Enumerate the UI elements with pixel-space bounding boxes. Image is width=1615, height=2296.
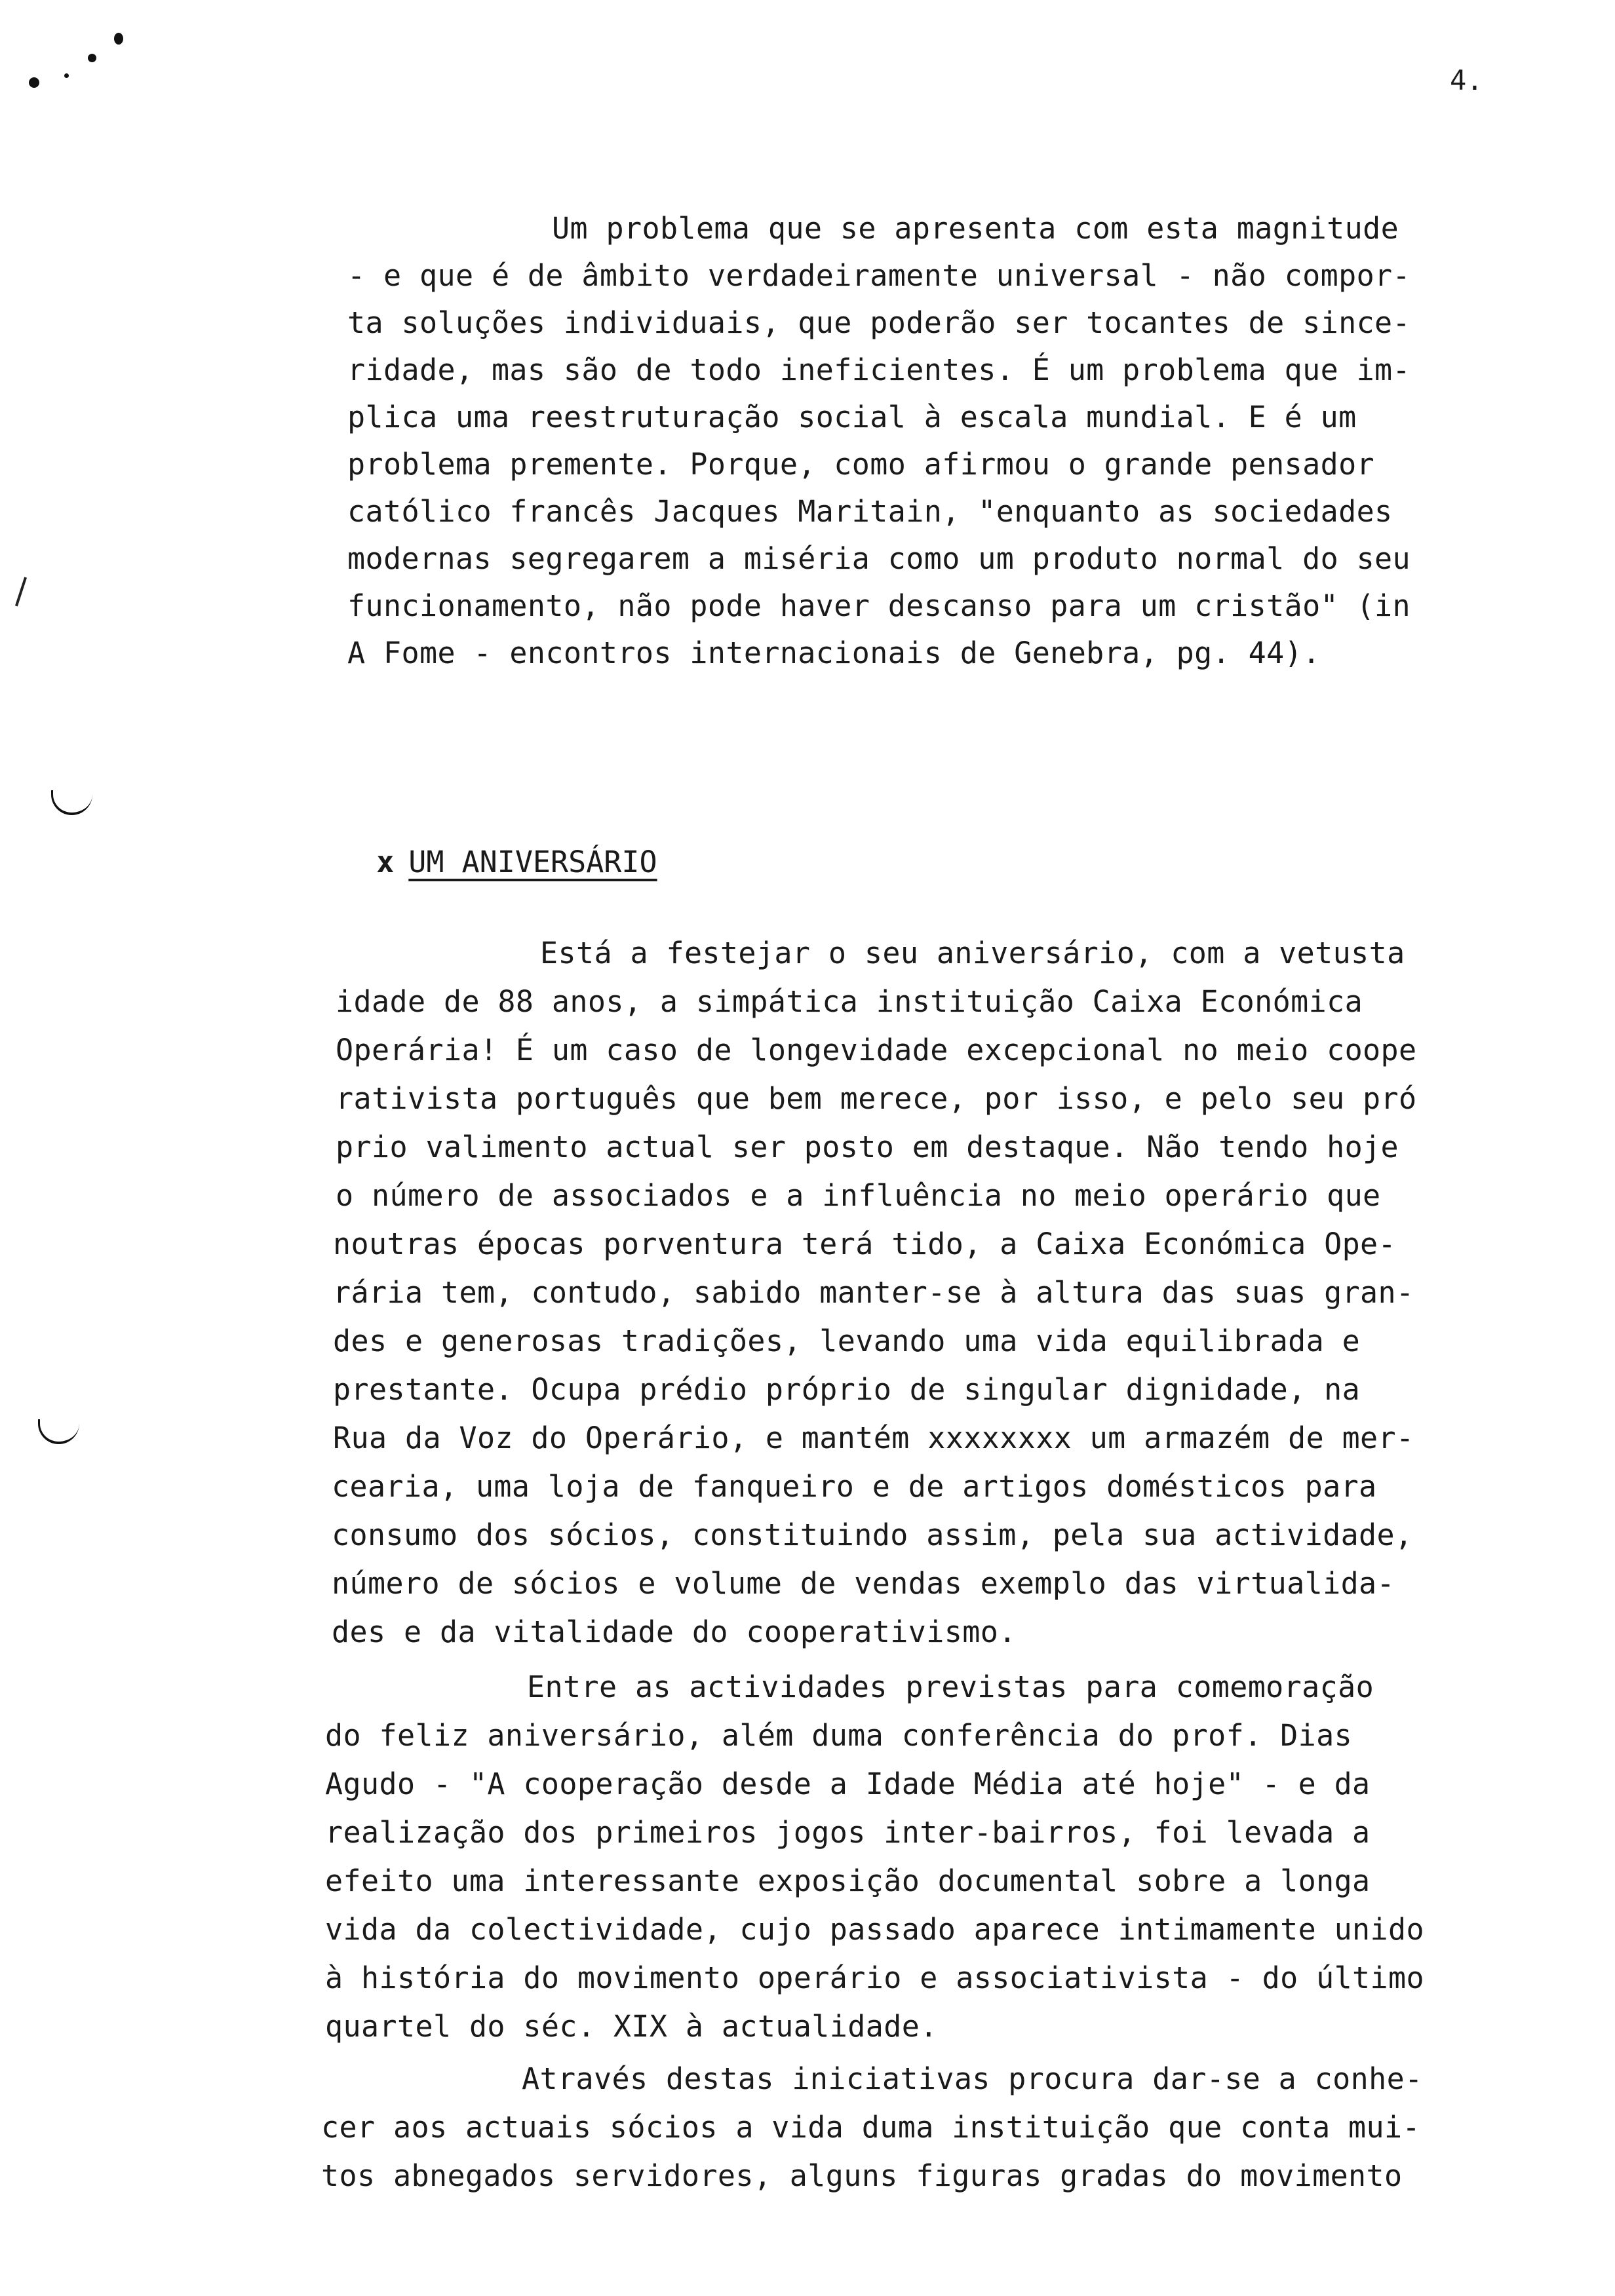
text-line: modernas segregarem a miséria como um produto normal do seu xyxy=(347,541,1411,576)
text-line: vida da colectividade, cujo passado aparece intimamente unido xyxy=(325,1912,1425,1947)
text-line: consumo dos sócios, constituindo assim, pela sua actividade, xyxy=(332,1518,1413,1552)
text-line: plica uma reestruturação social à escala mundial. E é um xyxy=(347,400,1357,434)
text-line: Rua da Voz do Operário, e mantém xxxxxxxx um armazém de mer- xyxy=(333,1421,1414,1455)
text-line: Um problema que se apresenta com esta magnitude xyxy=(552,211,1399,246)
text-line: Agudo - "A cooperação desde a Idade Média até hoje" - e da xyxy=(325,1767,1371,1801)
text-line: rária tem, contudo, sabido manter-se à altura das suas gran- xyxy=(333,1275,1414,1310)
text-line: Através destas iniciativas procura dar-se a conhe- xyxy=(522,2061,1423,2096)
ink-dot xyxy=(64,73,69,78)
text-line: cer aos actuais sócios a vida duma instituição que conta mui- xyxy=(321,2110,1421,2145)
section-heading xyxy=(341,810,657,879)
text-line: rativista português que bem merece, por isso, e pelo seu pró xyxy=(336,1081,1417,1116)
text-line: realização dos primeiros jogos inter-bairros, foi levada a xyxy=(325,1815,1371,1850)
text-line: noutras épocas porventura terá tido, a Caixa Económica Ope- xyxy=(333,1227,1397,1261)
text-line: à história do movimento operário e associativista - do último xyxy=(325,1961,1425,1995)
section-marker: x xyxy=(376,845,395,879)
pencil-mark xyxy=(51,790,92,815)
pencil-mark xyxy=(15,577,27,607)
section-title: UM ANIVERSÁRIO xyxy=(408,845,657,879)
text-line: ridade, mas são de todo ineficientes. É um problema que im- xyxy=(347,353,1411,387)
text-line: do feliz aniversário, além duma conferência do prof. Dias xyxy=(325,1718,1353,1753)
text-line: A Fome - encontros internacionais de Genebra, pg. 44). xyxy=(347,636,1321,670)
text-line: Entre as actividades previstas para comemoração xyxy=(527,1670,1374,1704)
page-number: 4. xyxy=(1450,64,1483,96)
ink-dot xyxy=(88,54,96,62)
text-line: problema premente. Porque, como afirmou o grande pensador xyxy=(347,447,1375,482)
text-line: prio valimento actual ser posto em destaque. Não tendo hoje xyxy=(336,1130,1399,1164)
text-line: número de sócios e volume de vendas exemplo das virtualida- xyxy=(332,1566,1395,1601)
text-line: ta soluções individuais, que poderão ser tocantes de since- xyxy=(347,305,1411,340)
text-line: efeito uma interessante exposição documental sobre a longa xyxy=(325,1864,1371,1898)
text-line: católico francês Jacques Maritain, "enquanto as sociedades xyxy=(347,494,1393,529)
text-line: o número de associados e a influência no meio operário que xyxy=(336,1178,1381,1213)
text-line: idade de 88 anos, a simpática instituição Caixa Económica xyxy=(336,984,1363,1019)
text-line: quartel do séc. XIX à actualidade. xyxy=(325,2009,938,2044)
text-line: prestante. Ocupa prédio próprio de singular dignidade, na xyxy=(333,1372,1361,1407)
ink-dot xyxy=(114,33,123,45)
text-line: des e generosas tradições, levando uma vida equilibrada e xyxy=(333,1324,1361,1358)
ink-dot xyxy=(29,77,39,88)
text-line: Operária! É um caso de longevidade excepcional no meio coope xyxy=(336,1033,1417,1067)
text-line: Está a festejar o seu aniversário, com a vetusta xyxy=(540,936,1405,970)
text-line: funcionamento, não pode haver descanso para um cristão" (in xyxy=(347,588,1411,623)
text-line: - e que é de âmbito verdadeiramente universal - não compor- xyxy=(347,258,1411,293)
text-line: cearia, uma loja de fanqueiro e de artigos domésticos para xyxy=(332,1469,1377,1504)
pencil-mark xyxy=(38,1419,79,1444)
text-line: tos abnegados servidores, alguns figuras gradas do movimento xyxy=(321,2158,1403,2193)
text-line: des e da vitalidade do cooperativismo. xyxy=(332,1615,1017,1649)
